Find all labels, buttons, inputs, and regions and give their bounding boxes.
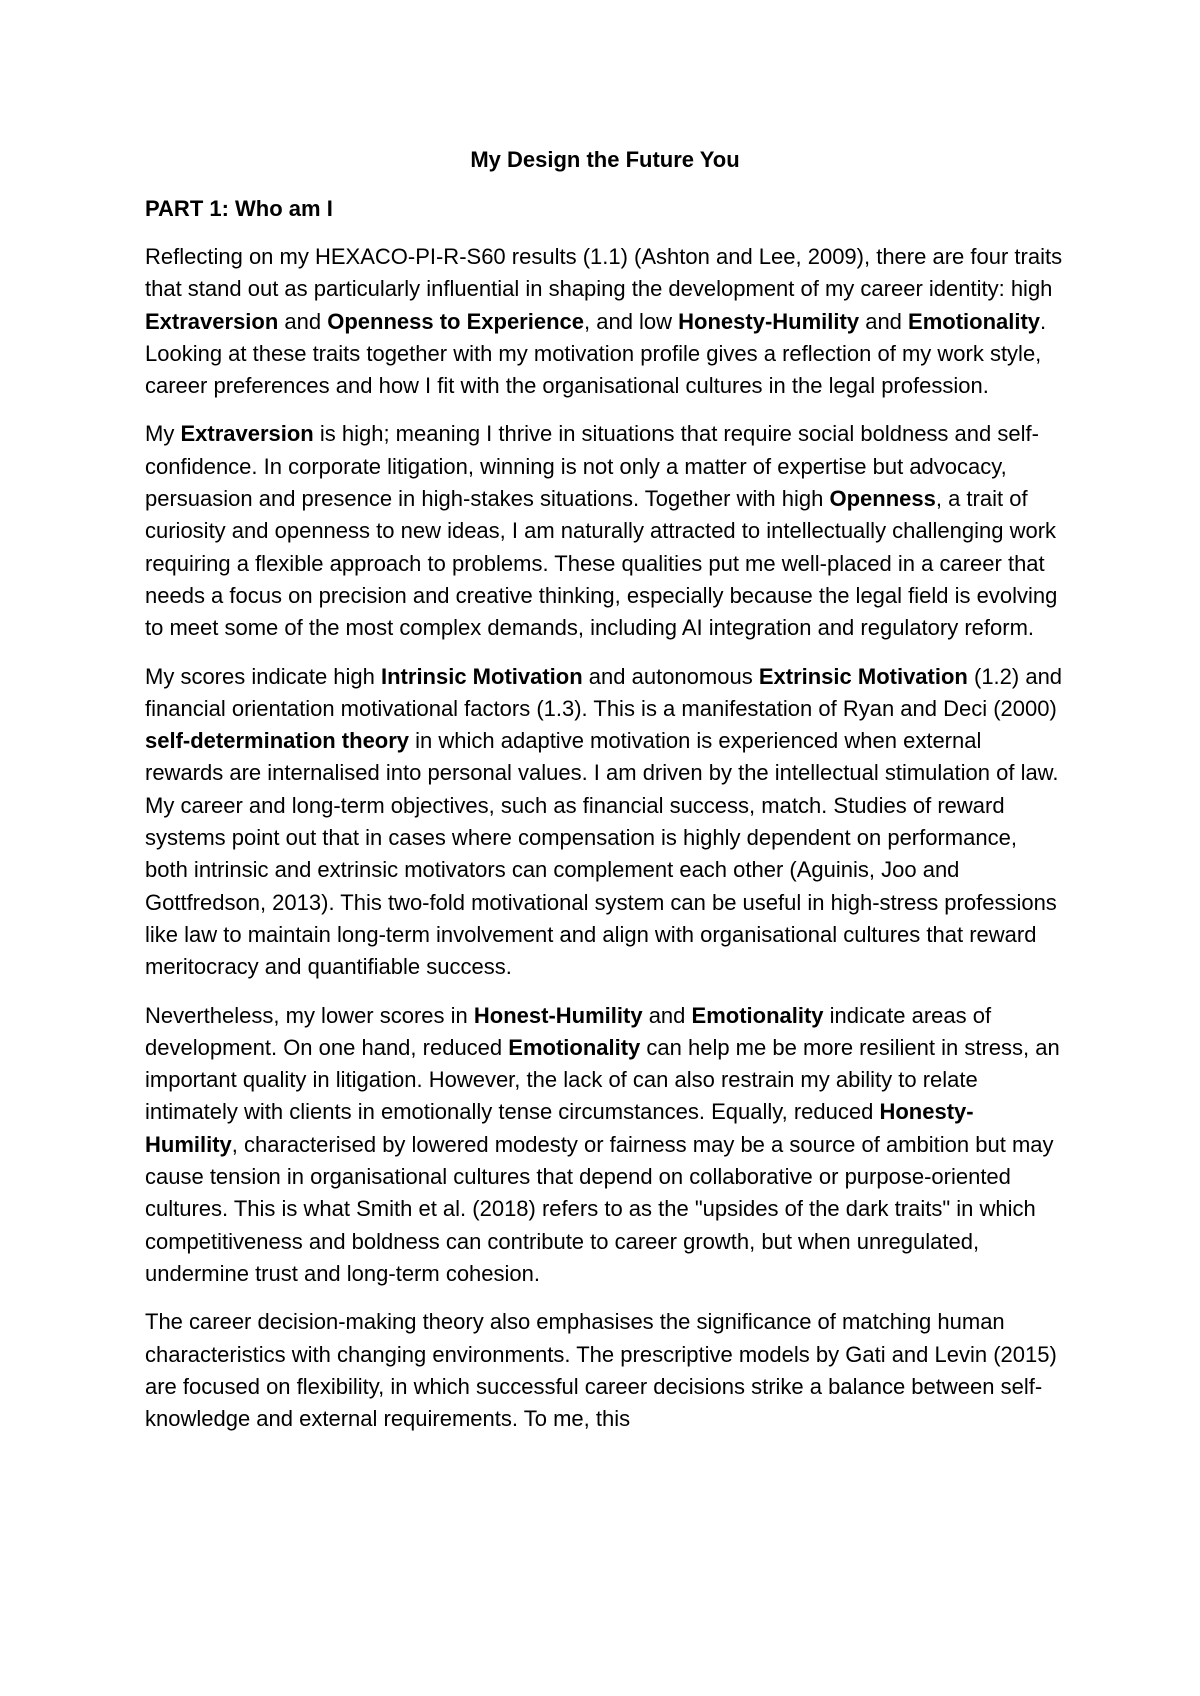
paragraph-text: can help me be more resilient in stress, an important quality in litigation. However, the lack of can also restrain my ability to relate intimately with clients in emotionally tense circumstances. Equally, reduced <box>145 1034 1060 1125</box>
body-paragraph <box>145 1000 1065 1291</box>
body-paragraph <box>145 418 1065 644</box>
body-paragraph <box>145 1306 1065 1435</box>
body-text <box>145 241 1065 1451</box>
document-title: My Design the Future You <box>470 147 740 172</box>
bold-term: Extrinsic Motivation <box>758 663 968 689</box>
bold-term: Honest-Humility <box>473 1002 643 1028</box>
paragraph-text: indicate areas of development. On one hand, reduced <box>145 1002 992 1060</box>
paragraph-text: is high; meaning I thrive in situations that require social boldness and self-confidence. In corporate litigation, winning is not only a matter of expertise but advocacy, persuasion and presence in high-stakes situations. Together with high <box>145 421 1039 512</box>
paragraph-text: The career decision-making theory also emphasises the significance of matching human characteristics with changing environments. The prescriptive models by Gati and Levin (2015) are focused on flexibility, in which successful career decisions strike a balance between self-knowledge and external requirements. To me, this <box>145 1309 1057 1432</box>
paragraph-text: Reflecting on my HEXACO-PI-R-S60 results (1.1) (Ashton and Lee, 2009), there are four traits that stand out as particularly influential in shaping the development of my career identity: high <box>145 244 1063 302</box>
bold-term: Extraversion <box>145 308 279 334</box>
paragraph-text: and <box>859 308 909 334</box>
bold-term: Emotionality <box>508 1034 641 1060</box>
bold-term: Honesty-Humility <box>678 308 860 334</box>
bold-term: Extraversion <box>180 421 314 447</box>
body-paragraph <box>145 241 1065 402</box>
paragraph-text: My <box>145 421 181 447</box>
paragraph-text: and <box>642 1002 692 1028</box>
bold-term: Openness <box>829 486 936 512</box>
paragraph-text: , and low <box>584 308 679 334</box>
paragraph-text: , a trait of curiosity and openness to new ideas, I am naturally attracted to intellectually challenging work requiring a flexible approach to problems. These qualities put me well-placed in a career that needs a focus on precision and creative thinking, especially because the legal field is evolving to meet some of the most complex demands, including AI integration and regulatory reform. <box>145 486 1058 641</box>
body-paragraph <box>145 661 1065 984</box>
section-heading: PART 1: Who am I <box>145 196 333 221</box>
paragraph-text: , characterised by lowered modesty or fairness may be a source of ambition but may cause tension in organisational cultures that depend on collaborative or purpose-oriented cultures. This is what Smith et al. (2018) refers to as the "upsides of the dark traits" in which competitiveness and boldness can contribute to career growth, but when unregulated, undermine trust and long-term cohesion. <box>145 1131 1054 1286</box>
bold-term: Openness to Experience <box>327 308 584 334</box>
paragraph-text: . Looking at these traits together with my motivation profile gives a reflection of my work style, career preferences and how I fit with the organisational cultures in the legal profession. <box>145 308 1047 399</box>
bold-term: self-determination theory <box>145 728 410 754</box>
bold-term: Emotionality <box>908 308 1041 334</box>
paragraph-text: and autonomous <box>582 663 759 689</box>
bold-term: Intrinsic Motivation <box>381 663 583 689</box>
bold-term: Emotionality <box>691 1002 824 1028</box>
paragraph-text: Nevertheless, my lower scores in <box>145 1002 474 1028</box>
paragraph-text: My scores indicate high <box>145 663 381 689</box>
paragraph-text: in which adaptive motivation is experienced when external rewards are internalised into personal values. I am driven by the intellectual stimulation of law. My career and long-term objectives, such as financial success, match. Studies of reward systems point out that in cases where compensation is highly dependent on performance, both intrinsic and extrinsic motivators can complement each other (Aguinis, Joo and Gottfredson, 2013). This two-fold motivational system can be useful in high-stress professions like law to maintain long-term involvement and align with organisational cultures that reward meritocracy and quantifiable success. <box>145 728 1059 980</box>
bold-term: Honesty-Humility <box>145 1099 974 1157</box>
paragraph-text: (1.2) and financial orientation motivational factors (1.3). This is a manifestation of Ryan and Deci (2000) <box>145 663 1063 721</box>
paragraph-text: and <box>278 308 328 334</box>
